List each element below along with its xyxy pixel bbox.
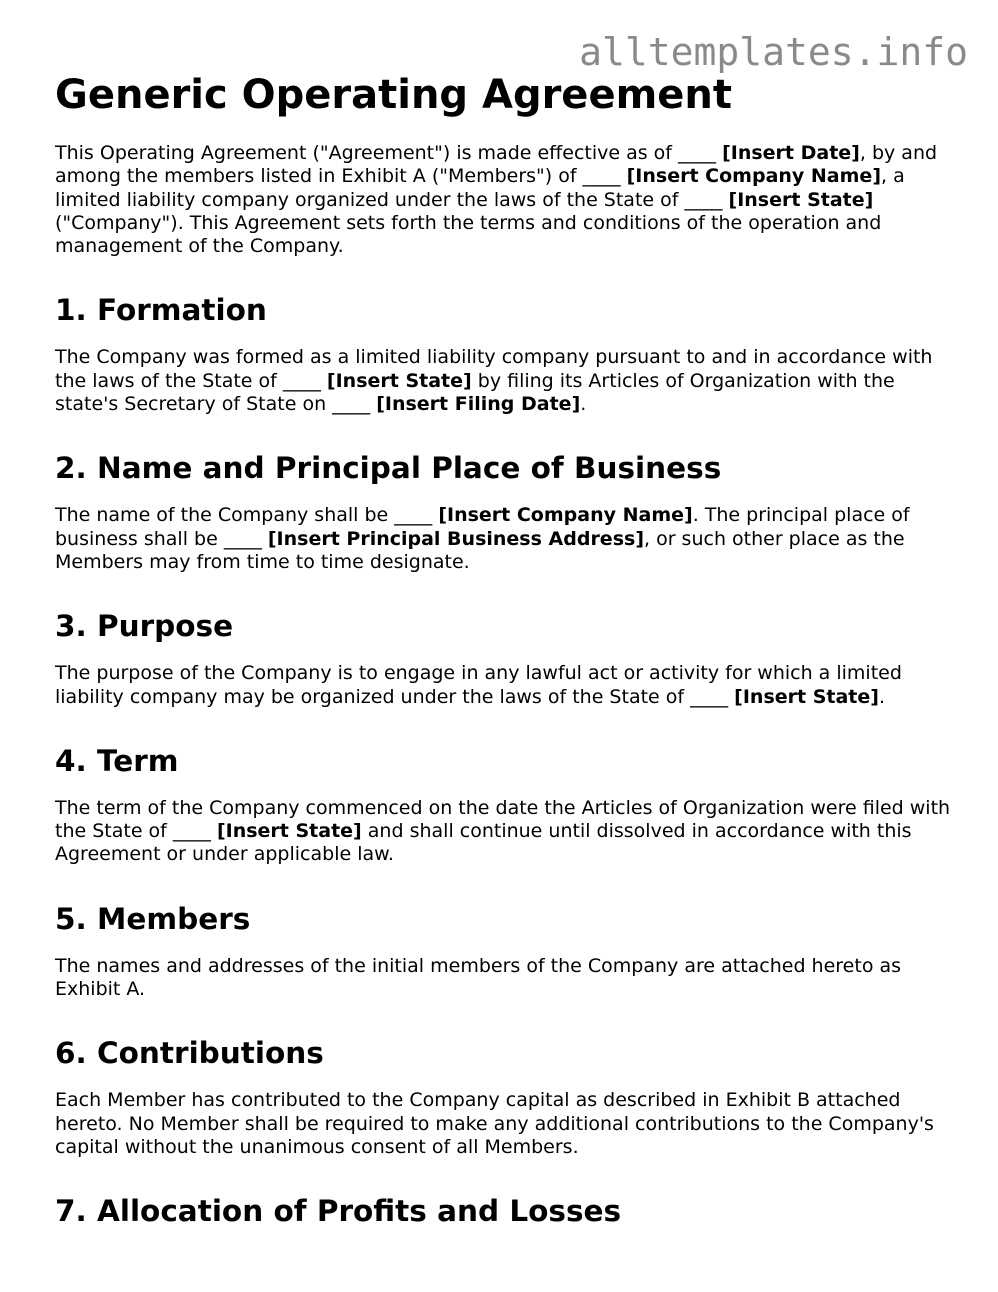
placeholder-insert-company-name: [Insert Company Name] <box>438 504 693 527</box>
name-text-3: , or such other place as the Members may from time to time designate. <box>55 527 905 573</box>
section-heading-name: 2. Name and Principal Place of Business <box>55 451 722 486</box>
section-heading-members: 5. Members <box>55 901 251 936</box>
purpose-text-2: . <box>878 685 886 708</box>
formation-text-2: by filing its Articles of Organization with the state's Secretary of State on ____ <box>55 369 895 416</box>
section-body-term <box>55 797 955 867</box>
document-page <box>55 72 955 1229</box>
formation-text-3: . <box>580 393 587 416</box>
name-text-1: The name of the Company shall be ____ <box>55 504 439 527</box>
section-heading-term: 4. Term <box>55 743 179 778</box>
placeholder-insert-state: [Insert State] <box>216 820 362 843</box>
section-body-purpose <box>55 662 955 709</box>
placeholder-insert-state: [Insert State] <box>728 188 874 211</box>
section-heading-purpose: 3. Purpose <box>55 609 234 644</box>
section-heading-formation: 1. Formation <box>55 293 267 328</box>
document-title: Generic Operating Agreement <box>55 72 732 118</box>
term-text-2: and shall continue until dissolved in accordance with this Agreement or under applicable law. <box>55 820 912 866</box>
intro-text-1: This Operating Agreement ("Agreement") is made effective as of ____ <box>55 142 723 164</box>
name-text-2: . The principal place of business shall be ____ <box>55 504 910 550</box>
section-body-members: The names and addresses of the initial members of the Company are attached hereto as Exhibit A. <box>55 954 902 1001</box>
term-text-1: The term of the Company commenced on the date the Articles of Organization were filed with the State of ____ <box>55 796 951 843</box>
placeholder-insert-date: [Insert Date] <box>722 142 860 164</box>
watermark: alltemplates.info <box>579 30 968 74</box>
placeholder-insert-filing-date: [Insert Filing Date] <box>376 393 581 416</box>
section-body-name <box>55 504 955 574</box>
intro-text-2: , by and among the members listed in Exhibit A ("Members") of ____ <box>55 142 938 188</box>
intro-paragraph <box>55 142 955 258</box>
placeholder-insert-state: [Insert State] <box>734 685 879 708</box>
placeholder-insert-principal-business-address: [Insert Principal Business Address] <box>267 527 644 550</box>
section-body-formation <box>55 346 955 416</box>
section-body-contributions: Each Member has contributed to the Company capital as described in Exhibit B attached hereto. No Member shall be required to make any additional contributions to the Company's capital without the unanimous consent of all Members. <box>55 1089 934 1158</box>
formation-text-1: The Company was formed as a limited liability company pursuant to and in accordance with the laws of the State of ____ <box>55 346 933 392</box>
intro-text-3: , a limited liability company organized under the laws of the State of ____ <box>55 165 905 211</box>
intro-text-4: ("Company"). This Agreement sets forth the terms and conditions of the operation and management of the Company. <box>55 211 882 258</box>
purpose-text-1: The purpose of the Company is to engage in any lawful act or activity for which a limited liability company may be organized under the laws of the State of ____ <box>55 662 902 708</box>
placeholder-insert-state: [Insert State] <box>326 369 472 392</box>
placeholder-insert-company-name: [Insert Company Name] <box>626 165 882 188</box>
section-heading-allocation: 7. Allocation of Profits and Losses <box>55 1194 622 1229</box>
section-heading-contributions: 6. Contributions <box>55 1036 324 1071</box>
